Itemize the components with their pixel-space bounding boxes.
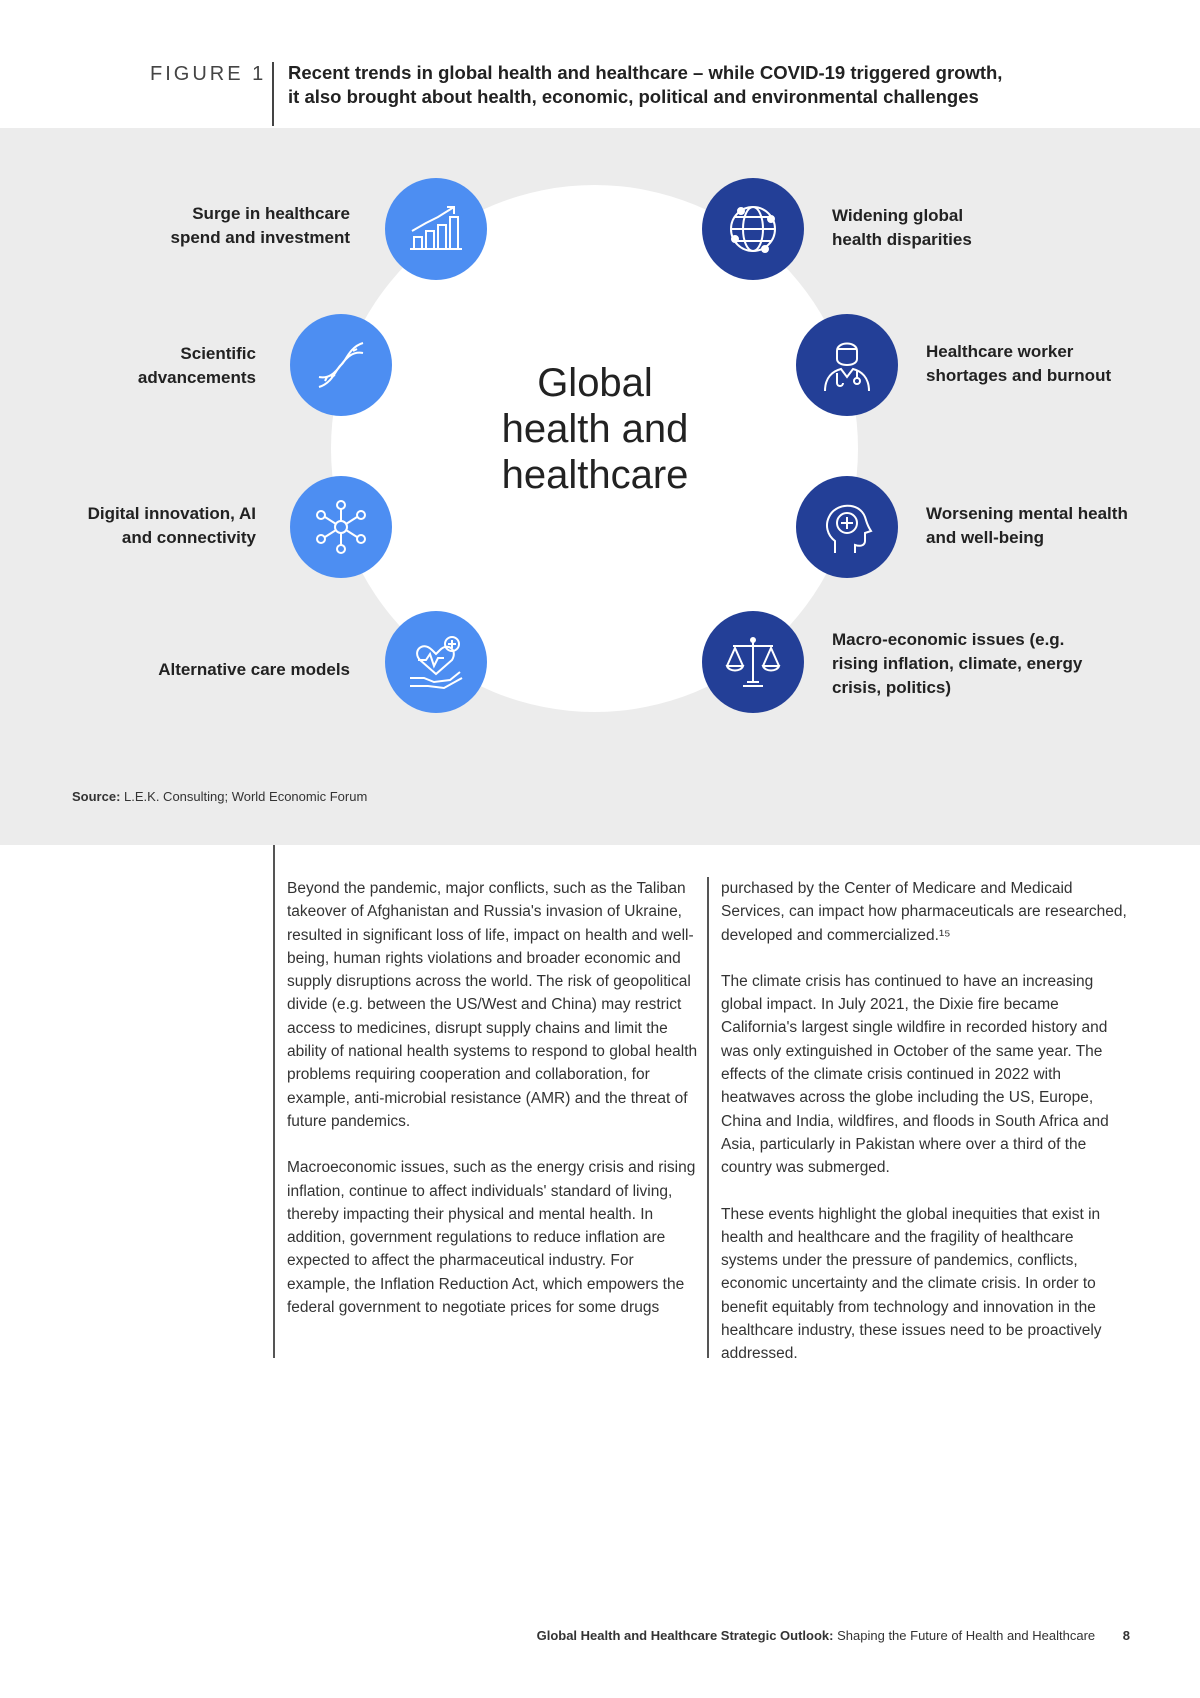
- figure-title: [288, 61, 1088, 109]
- label-mental-health: Worsening mental health and well-being: [926, 504, 1128, 547]
- node-worker-shortages: [796, 314, 898, 416]
- node-digital-innovation: [290, 476, 392, 578]
- center-title-line-1: Global: [537, 361, 653, 405]
- dna-icon: [309, 333, 373, 397]
- center-title-line-3: healthcare: [501, 453, 689, 497]
- label-worker-shortages: Healthcare worker shortages and burnout: [926, 342, 1112, 385]
- footer-title-bold: Global Health and Healthcare Strategic Outlook:: [536, 1628, 834, 1643]
- label-macro-economic: Macro-economic issues (e.g. rising inflation, climate, energy crisis, politics): [832, 630, 1083, 697]
- center-title-line-2: health and: [501, 407, 689, 451]
- figure-header-divider: [272, 62, 274, 126]
- hand-heart-icon: [404, 630, 468, 694]
- node-healthcare-spend: [385, 178, 487, 280]
- source-text: L.E.K. Consulting; World Economic Forum: [124, 789, 368, 804]
- network-icon: [309, 495, 373, 559]
- node-health-disparities: [702, 178, 804, 280]
- page-footer: [0, 1628, 1130, 1643]
- center-title: [445, 360, 745, 498]
- figure-header: [0, 0, 1200, 128]
- source-label: Source:: [72, 789, 121, 804]
- scales-icon: [721, 630, 785, 694]
- right-column-rule: [707, 877, 709, 1358]
- paragraph-conflicts: Beyond the pandemic, major conflicts, such as the Taliban takeover of Afghanistan and Russia's invasion of Ukraine, resulted in significant loss of life, impact on health and well-being, human rights violations and broader economic and supply disruptions across the world. The risk of geopolitical divide (e.g. between the US/West and China) may restrict access to medicines, disrupt supply chains and limit the ability of national health systems to respond to global health problems requiring cooperation and collaboration, for example, anti-microbial resistance (AMR) and the threat of future pandemics.: [287, 880, 698, 1130]
- node-alternative-care: [385, 611, 487, 713]
- paragraph-climate: The climate crisis has continued to have an increasing global impact. In July 2021, the Dixie fire became California's largest single wildfire in recorded history and was only extinguished in October of the same year. The effects of the climate crisis continued in 2022 with heatwaves across the globe including the US, Europe, China and India, wildfires, and floods in South Africa and Asia, particularly in Pakistan where over a third of the country was submerged.: [721, 972, 1109, 1177]
- left-column-rule: [273, 845, 275, 1358]
- mental-health-icon: [815, 495, 879, 559]
- label-alternative-care: Alternative care models: [158, 660, 350, 679]
- growth-chart-icon: [404, 197, 468, 261]
- label-health-disparities: Widening global health disparities: [832, 206, 972, 249]
- doctor-icon: [815, 333, 879, 397]
- node-scientific-advancements: [290, 314, 392, 416]
- node-mental-health: [796, 476, 898, 578]
- label-digital-innovation: Digital innovation, AI and connectivity: [87, 504, 256, 547]
- paragraph-medicare: purchased by the Center of Medicare and Medicaid Services, can impact how pharmaceuticals are researched, developed and commercialized.¹⁵: [721, 880, 1127, 944]
- figure-label: FIGURE 1: [150, 63, 267, 85]
- body-right-column: [721, 877, 1133, 1389]
- footer-title-rest: Shaping the Future of Health and Healthcare: [837, 1628, 1096, 1643]
- paragraph-macroeconomic: Macroeconomic issues, such as the energy crisis and rising inflation, continue to affect individuals' standard of living, thereby impacting their physical and mental health. In addition, government regulations to reduce inflation are expected to affect the pharmaceutical industry. For example, the Inflation Reduction Act, which empowers the federal government to negotiate prices for some drugs: [287, 1159, 696, 1317]
- figure-title-line-1: Recent trends in global health and healthcare – while COVID-19 triggered growth,: [288, 62, 1003, 83]
- paragraph-inequities: These events highlight the global inequities that exist in health and healthcare and the fragility of healthcare systems under the pressure of pandemics, conflicts, economic uncertainty and the climate crisis. In order to benefit equitably from technology and innovation in the healthcare industry, these issues need to be proactively addressed.: [721, 1205, 1102, 1363]
- figure-title-line-2: it also brought about health, economic, political and environmental challenges: [288, 86, 979, 107]
- body-left-column: [287, 877, 699, 1342]
- label-healthcare-spend: Surge in healthcare spend and investment: [170, 204, 350, 247]
- node-macro-economic: [702, 611, 804, 713]
- globe-icon: [721, 197, 785, 261]
- page-number: 8: [1122, 1628, 1130, 1643]
- figure-source: [72, 789, 367, 804]
- label-scientific-advancements: Scientific advancements: [137, 344, 256, 387]
